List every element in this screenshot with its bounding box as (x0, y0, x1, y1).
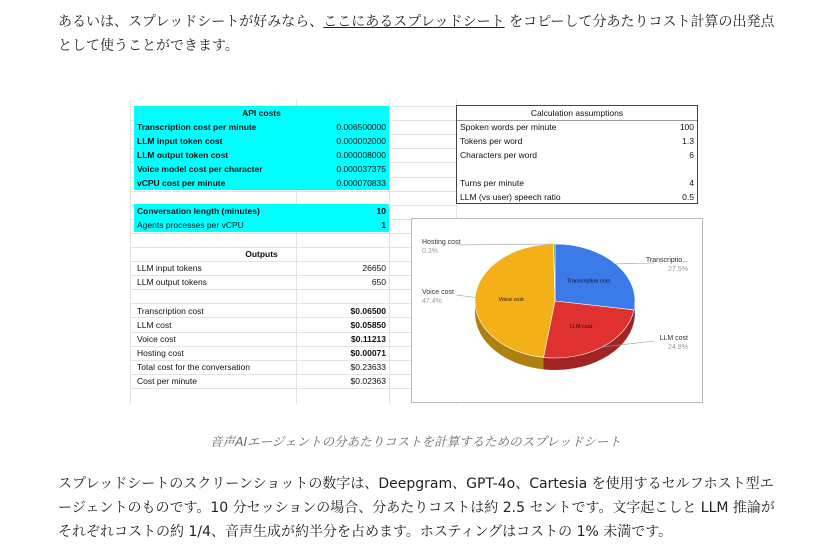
intro-text-before: あるいは、スプレッドシートが好みなら、 (58, 14, 324, 30)
assumption-value: 1.3 (682, 136, 694, 146)
output-value: $0.05850 (350, 320, 386, 330)
assumption-label: Tokens per word (460, 136, 523, 146)
output-label: Total cost for the conversation (137, 362, 250, 372)
assumption-label: Turns per minute (460, 178, 524, 188)
output-value: $0.02363 (350, 376, 386, 386)
pie-chart-svg (412, 219, 702, 402)
cost-pie-chart (411, 218, 703, 403)
pie-slice-transcription-cost (555, 244, 635, 310)
api-cost-value: 0.006500000 (297, 120, 389, 134)
output-value: $0.23633 (350, 362, 386, 372)
pie-outside-percent: 24.8% (668, 344, 688, 351)
output-value: $0.00071 (350, 348, 386, 358)
assumption-label: LLM (vs user) speech ratio (460, 192, 561, 202)
api-costs-header: API costs (134, 106, 389, 120)
assumptions-header: Calculation assumptions (530, 108, 624, 118)
output-value: $0.06500 (350, 306, 386, 316)
output-value: 650 (371, 277, 386, 287)
output-label: Voice cost (137, 334, 176, 344)
pie-outside-label: Hosting cost (422, 239, 461, 246)
pie-outside-label: Voice cost (422, 289, 454, 296)
pie-outside-percent: 27.5% (668, 266, 688, 273)
agents-per-vcpu-value: 1 (297, 218, 389, 232)
api-cost-label: vCPU cost per minute (134, 176, 297, 190)
assumption-value: 0.5 (682, 192, 694, 202)
pie-outside-label: Transcriptio... (645, 257, 688, 264)
api-cost-value: 0.000002000 (297, 134, 389, 148)
output-value: 26650 (362, 263, 386, 273)
assumption-value: 100 (679, 122, 694, 132)
api-cost-label: Voice model cost per character (134, 162, 297, 176)
output-label: LLM output tokens (137, 277, 207, 287)
output-label: LLM cost (137, 320, 172, 330)
api-cost-label: LLM output token cost (134, 148, 297, 162)
api-cost-label: LLM input token cost (134, 134, 297, 148)
conversation-length-value: 10 (297, 204, 389, 218)
pie-inside-label: Transcription cost (566, 278, 611, 285)
spreadsheet-screenshot (130, 99, 704, 404)
outputs-header: Outputs (245, 249, 278, 259)
conversation-length-label: Conversation length (minutes) (134, 204, 297, 218)
intro-paragraph (58, 10, 778, 58)
body-paragraph: スプレッドシートのスクリーンショットの数字は、Deepgram、GPT-4o、Cartesia を使用するセルフホスト型エージェントのものです。10 分セッションの場合、分あたりコストは約 2.5 セントです。文字起こしと LLM 推論がそれぞれコストの約 1/4、音声生成が約半分を占めます。ホスティングはコストの 1% 未満です。 (58, 476, 775, 540)
assumption-value: 6 (689, 150, 694, 160)
pie-outside-label: LLM cost (659, 335, 688, 342)
pie-inside-label: Voice cost (498, 297, 524, 304)
pie-outside-percent: 47.4% (422, 298, 442, 305)
api-cost-value: 0.000037375 (297, 162, 389, 176)
assumption-label: Characters per word (460, 150, 538, 160)
output-value: $0.11213 (351, 334, 386, 344)
assumption-value: 4 (689, 178, 694, 188)
pie-leader-line (456, 295, 475, 297)
pie-inside-label: LLM cost (569, 324, 593, 331)
assumption-label: Spoken words per minute (460, 122, 557, 132)
output-label: Hosting cost (137, 348, 184, 358)
agents-per-vcpu-label: Agents processes per vCPU (134, 218, 297, 232)
output-label: Transcription cost (137, 306, 204, 316)
pie-outside-percent: 0.3% (422, 248, 438, 255)
api-cost-value: 0.000008000 (297, 148, 389, 162)
output-label: LLM input tokens (137, 263, 202, 273)
spreadsheet-link[interactable]: ここにあるスプレッドシート (323, 14, 505, 30)
figure-caption: 音声AIエージェントの分あたりコストを計算するためのスプレッドシート (209, 434, 622, 449)
output-label: Cost per minute (137, 376, 197, 386)
intro-text-after: をコピーして分あたりコスト計算の出発点として使うことができます。 (58, 14, 775, 54)
api-cost-label: Transcription cost per minute (134, 120, 297, 134)
api-cost-value: 0.000070833 (297, 176, 389, 190)
